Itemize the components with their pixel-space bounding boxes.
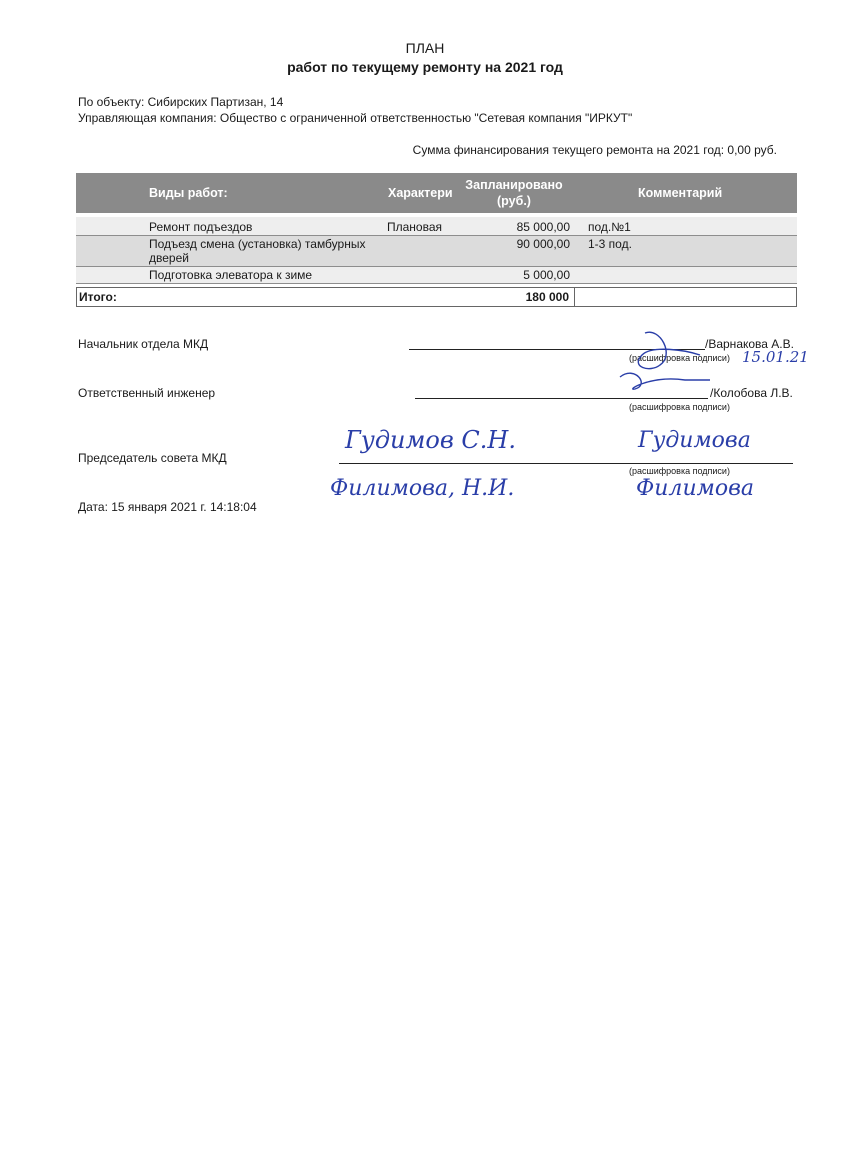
funding-sum: Сумма финансирования текущего ремонта на 2021 год: 0,00 руб. [412, 143, 777, 157]
col-header-type: Виды работ: [149, 186, 228, 200]
document-date: Дата: 15 января 2021 г. 14:18:04 [78, 500, 257, 514]
chair-role: Председатель совета МКД [78, 451, 227, 465]
chair-handwritten-signature-2: Филимова [636, 476, 755, 501]
handwritten-date: 15.01.21 [742, 348, 809, 366]
document-title: ПЛАН [405, 40, 445, 56]
chair-handwritten-signature-1: Гудимова [638, 428, 751, 453]
row-planned: 90 000,00 [516, 237, 570, 251]
col-header-planned-2: (руб.) [497, 194, 531, 208]
management-company: Управляющая компания: Общество с ограниченной ответственностью "Сетевая компания "ИРКУТ" [78, 111, 633, 125]
col-header-planned-1: Запланировано [465, 178, 563, 192]
document-subtitle: работ по текущему ремонту на 2021 год [287, 59, 563, 75]
table-row [76, 217, 797, 236]
col-header-character: Характери [388, 186, 453, 200]
row-planned: 85 000,00 [516, 220, 570, 234]
head-role: Начальник отдела МКД [78, 337, 209, 351]
table-row [76, 236, 797, 267]
row-comment: 1-3 под. [588, 237, 632, 251]
object-address: По объекту: Сибирских Партизан, 14 [78, 95, 284, 109]
head-hint: (расшифровка подписи) [629, 353, 730, 363]
table-header [76, 173, 797, 213]
table-row [76, 267, 797, 284]
chair-handwritten-name-1: Гудимов С.Н. [345, 426, 516, 454]
head-name: /Варнакова А.В. [705, 337, 794, 351]
chair-handwritten-name-2: Филимова, Н.И. [330, 476, 515, 501]
col-header-comment: Комментарий [638, 186, 723, 200]
total-row [76, 287, 797, 307]
chair-signature-line [339, 463, 793, 464]
row-type-line2: дверей [149, 251, 189, 265]
engineer-hint: (расшифровка подписи) [629, 402, 730, 412]
works-table [76, 173, 797, 307]
chair-hint: (расшифровка подписи) [629, 466, 730, 476]
total-value: 180 000 [525, 290, 569, 304]
row-type: Ремонт подъездов [149, 220, 253, 234]
row-planned: 5 000,00 [523, 268, 570, 282]
row-type-line1: Подъезд смена (установка) тамбурных [149, 237, 366, 251]
row-type: Подготовка элеватора к зиме [149, 268, 313, 282]
total-label: Итого: [79, 290, 117, 304]
total-divider [574, 288, 575, 306]
engineer-signature-line [415, 398, 708, 399]
row-comment: под.№1 [588, 220, 631, 234]
engineer-role: Ответственный инженер [78, 386, 216, 400]
row-character: Плановая [387, 220, 443, 234]
engineer-name: /Колобова Л.В. [710, 386, 793, 400]
